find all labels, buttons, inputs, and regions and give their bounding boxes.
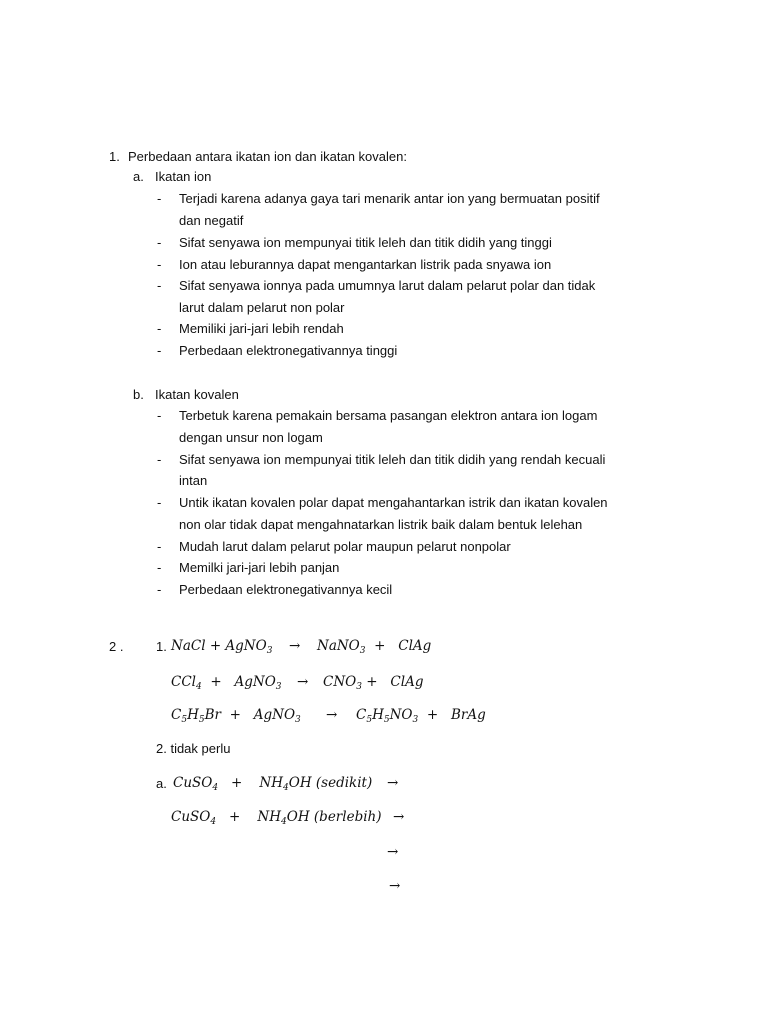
list-item-cont: non olar tidak dapat mengahnatarkan listrik baik dalam bentuk lelehan bbox=[179, 517, 583, 532]
list-item-cont: dengan unsur non logam bbox=[179, 430, 323, 445]
equation-2-products: $CNO_3$ + ClAg bbox=[323, 674, 424, 692]
list-item: Terbetuk karena pemakain bersama pasangan elektron antara ion logam bbox=[179, 408, 598, 423]
list-item: Memilki jari-jari lebih panjan bbox=[179, 560, 340, 575]
arrow-icon: → bbox=[326, 707, 338, 723]
q1b-label: b. bbox=[133, 387, 144, 402]
list-item-cont: larut dalam pelarut non polar bbox=[179, 300, 345, 315]
equation-3: $C_5H_5Br$ + AgNO$_3$ bbox=[171, 707, 301, 725]
list-item: Sifat senyawa ion mempunyai titik leleh dan titik didih yang rendah kecuali bbox=[179, 452, 606, 467]
reaction-a-2: CuSO$_4$ + $NH_4OH$ (berlebih) bbox=[171, 809, 382, 827]
equation-3-products: $C_5H_5NO_3$ + BrAg bbox=[356, 707, 486, 725]
arrow-icon: → bbox=[387, 844, 399, 860]
arrow-icon: → bbox=[393, 809, 405, 825]
equation-1: NaCl + AgNO$_3$ bbox=[171, 638, 273, 656]
equation-1-products: NaNO$_3$ + ClAg bbox=[317, 638, 432, 656]
q2-part1-label: 1. bbox=[156, 639, 167, 654]
list-item: Sifat senyawa ion mempunyai titik leleh dan titik didih yang tinggi bbox=[179, 235, 552, 250]
list-item: Terjadi karena adanya gaya tari menarik antar ion yang bermuatan positif bbox=[179, 191, 600, 206]
q1a-title: Ikatan ion bbox=[155, 169, 212, 184]
list-item: Mudah larut dalam pelarut polar maupun pelarut nonpolar bbox=[179, 539, 511, 554]
equation-2: CCl$_4$ + AgNO$_3$ bbox=[171, 674, 282, 692]
q1b-title: Ikatan kovalen bbox=[155, 387, 239, 402]
reaction-a-1: CuSO$_4$ + $NH_4OH$ (sedikit) bbox=[173, 775, 373, 793]
document-page: 1. Perbedaan antara ikatan ion dan ikatan kovalen: a. Ikatan ion - Terjadi karena adanya gaya tari menarik antar ion yang bermuatan positif dan negatif - Sifat senyawa ion mempunyai titik leleh dan titik didih yang tinggi - Ion atau leburannya dapat mengantarkan listrik pada snyawa ion - Sifat senyawa ionnya pada umumnya larut dalam pelarut polar dan tidak larut dalam pelarut non polar - Memiliki jari-jari lebih rendah - Perbedaan elektronegativannya tinggi b. Ikatan kovalen - Terbetuk karena pemakain bersama pasangan elektron antara ion logam dengan unsur non logam - Sifat senyawa ion mempunyai titik leleh dan titik didih yang rendah kecuali intan - Untik ikatan kovalen polar dapat mengahantarkan istrik dan ikatan kovalen non olar tidak dapat mengahnatarkan listrik baik dalam bentuk lelehan - Mudah larut dalam pelarut polar maupun pelarut nonpolar - Memilki jari-jari lebih panjan - Perbedaan elektronegativannya kecil 2 . 1. NaCl + AgNO$_3$ → NaNO$_3$ + ClAg CCl$_4$ + AgNO$_3$ → $CNO_3$ + ClAg $C_5H_5Br$ + AgNO$_3$ → $C_5H_5NO_3$ + BrAg 2. tidak perlu a. CuSO$_4$ + $NH_4OH$ (sedikit) → CuSO$_4$ + $NH_4OH$ (berlebih) → → → bbox=[109, 149, 608, 894]
q1-number: 1. bbox=[109, 149, 120, 164]
list-item: Perbedaan elektronegativannya kecil bbox=[179, 582, 393, 597]
list-item: Memiliki jari-jari lebih rendah bbox=[179, 321, 344, 336]
list-item: Untik ikatan kovalen polar dapat mengahantarkan istrik dan ikatan kovalen bbox=[179, 495, 608, 510]
q1a-label: a. bbox=[133, 169, 144, 184]
q1-title: Perbedaan antara ikatan ion dan ikatan kovalen: bbox=[128, 149, 407, 164]
arrow-icon: → bbox=[289, 638, 301, 654]
arrow-icon: → bbox=[387, 775, 399, 791]
list-item: Ion atau leburannya dapat mengantarkan listrik pada snyawa ion bbox=[179, 257, 552, 272]
arrow-icon: → bbox=[297, 674, 309, 690]
list-item-cont: intan bbox=[179, 473, 208, 488]
list-item: Perbedaan elektronegativannya tinggi bbox=[179, 343, 398, 358]
q2-part2-label: 2. tidak perlu bbox=[156, 741, 231, 756]
list-item: Sifat senyawa ionnya pada umumnya larut dalam pelarut polar dan tidak bbox=[179, 278, 596, 293]
arrow-icon: → bbox=[389, 878, 401, 894]
q2-number: 2 . bbox=[109, 639, 124, 654]
q2-a-label: a. bbox=[156, 776, 167, 791]
list-item-cont: dan negatif bbox=[179, 213, 244, 228]
